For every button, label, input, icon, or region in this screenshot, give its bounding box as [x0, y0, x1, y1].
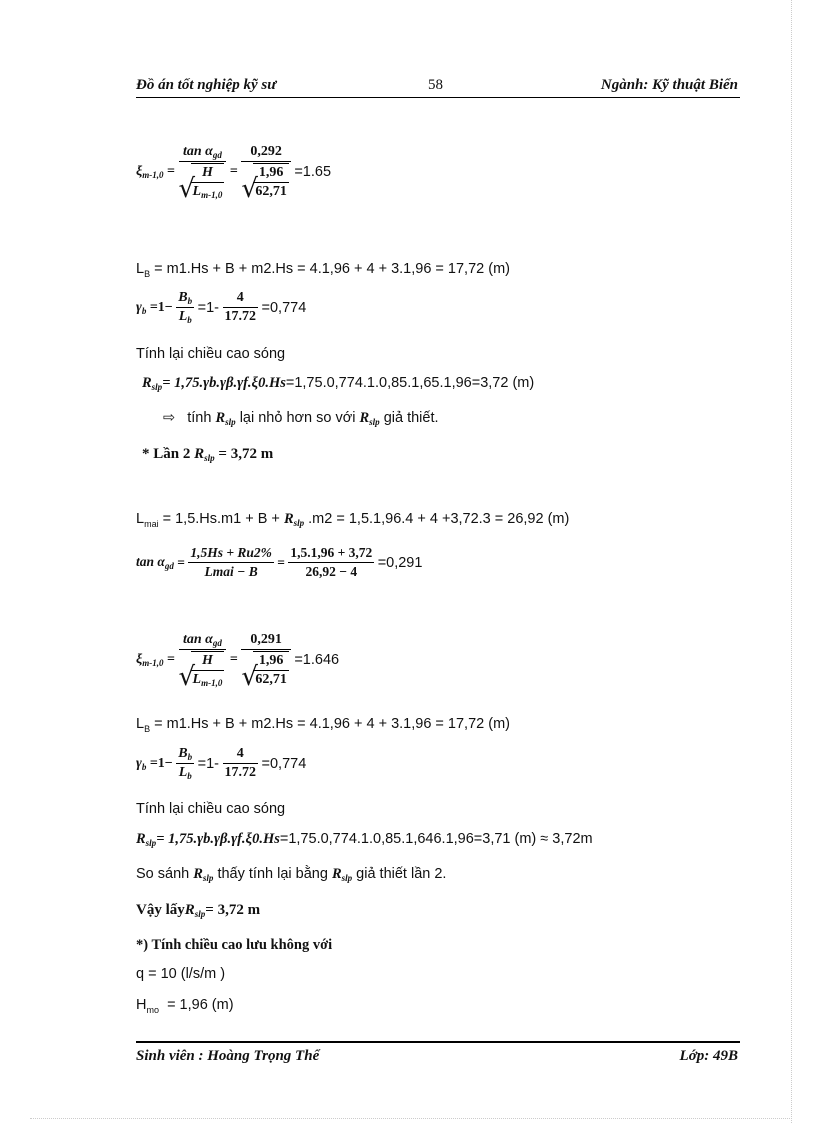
- rslp-equation-2: $R_{slp}= 1,75.\gamma b.\gamma\beta.\gamma f.\xi 0.Hs=1,75.0,774.1.0,85.1,646.1,96=3,71$ (m) ≈ 3,72m: [136, 831, 593, 848]
- gamma-formula-1: $\gamma_b =1-$ $\frac{B_b}{L_b}$ =1- $\frac{4}{17.72}$ =0,774: [136, 290, 307, 325]
- xi-lhs: $\xi_{m-1,0}$: [136, 164, 164, 180]
- rslp-equation-1: $R_{slp}= 1,75.\gamma b.\gamma\beta.\gamma f.\xi 0.Hs=1,75.0,774.1.0,85.1,65.1,96=3,72$ (m): [142, 375, 535, 392]
- header-rule: [136, 97, 740, 98]
- xi-fraction-numeric: 0,292 √ $\frac{1,96}{62,71}$: [241, 144, 291, 200]
- page-bottom-border: [30, 1118, 790, 1119]
- lmai-equation: $L_{mai} = 1,5.Hs.m1 + B + R_{slp}$ .m2 = 1,5.1,96.4 + 4 +3,72.3 = 26,92 (m): [136, 511, 570, 529]
- header-title: Đồ án tốt nghiệp kỹ sư: [136, 77, 277, 93]
- compare-line: So sánh $R_{slp}$ thấy tính lại bằng $R_{slp}$ giả thiết lần 2.: [136, 866, 447, 883]
- gamma-formula-2: $\gamma_b =1-$ $\frac{B_b}{L_b}$ =1- $\frac{4}{17.72}$ =0,774: [136, 746, 307, 781]
- hmo-line: $H_{mo} = 1,96$ (m): [136, 997, 234, 1015]
- lb-equation-2: $L_B = m1.Hs + B + m2.Hs = 4.1,96 + 4 + 3.1,96 = 17,72$ (m): [136, 716, 510, 734]
- xi-fraction-symbolic: $\tan \alpha_{gd}$ √ $\frac{H}{L_{m-1,0}}$: [179, 144, 227, 200]
- header-department: Ngành: Kỹ thuật Biển: [600, 77, 738, 93]
- section-heading: *) Tính chiều cao lưu không với: [136, 937, 333, 953]
- page-number: 58: [428, 77, 443, 93]
- q-line: q = 10 (l/s/m ): [136, 966, 226, 982]
- xi-formula-2: $\xi_{m-1,0}$ = $\tan \alpha_{gd}$ √ $\frac{H}{L_{m-1,0}}$ = 0,291 √ $\frac{1,96}{62,71}$ =1.646: [136, 632, 339, 688]
- tan-slope-formula: $\tan \alpha_{gd}$ = $\frac{1,5Hs + Ru2\%}{\text{Lmai − B}}$ = $\frac{1,5.1,96 + 3,72}{26,92 - 4}$ =0,291: [136, 545, 423, 579]
- recalc-heading-2: Tính lại chiều cao sóng: [136, 801, 286, 817]
- conclusion-line: Vậy lấyR$_{slp}$= 3,72 m: [136, 902, 261, 919]
- recalc-heading-1: Tính lại chiều cao sóng: [136, 346, 286, 362]
- note-line: ⇨ tính $R_{slp}$ lại nhỏ hơn so với $R_{slp}$ giả thiết.: [163, 410, 439, 427]
- footer-class: Lớp: 49B: [679, 1048, 738, 1064]
- xi-result: =1.65: [294, 164, 332, 180]
- lb-equation-1: $L_B = m1.Hs + B + m2.Hs = 4.1,96 + 4 + 3.1,96 = 17,72$ (m): [136, 261, 510, 279]
- xi-formula-1: $\xi_{m-1,0}$ = $\tan \alpha_{gd}$ √ $\frac{H}{L_{m-1,0}}$ = 0,292 √ $\frac{1,96}{62,71}$ =1.65: [136, 144, 331, 200]
- page-right-border: [791, 0, 792, 1123]
- footer-student: Sinh viên : Hoàng Trọng Thể: [136, 1048, 320, 1064]
- footer-rule: [136, 1041, 740, 1043]
- arrow-icon: ⇨: [163, 410, 176, 426]
- iteration-2-heading: * Lần 2 $R_{slp} = 3,72$ m: [142, 446, 274, 463]
